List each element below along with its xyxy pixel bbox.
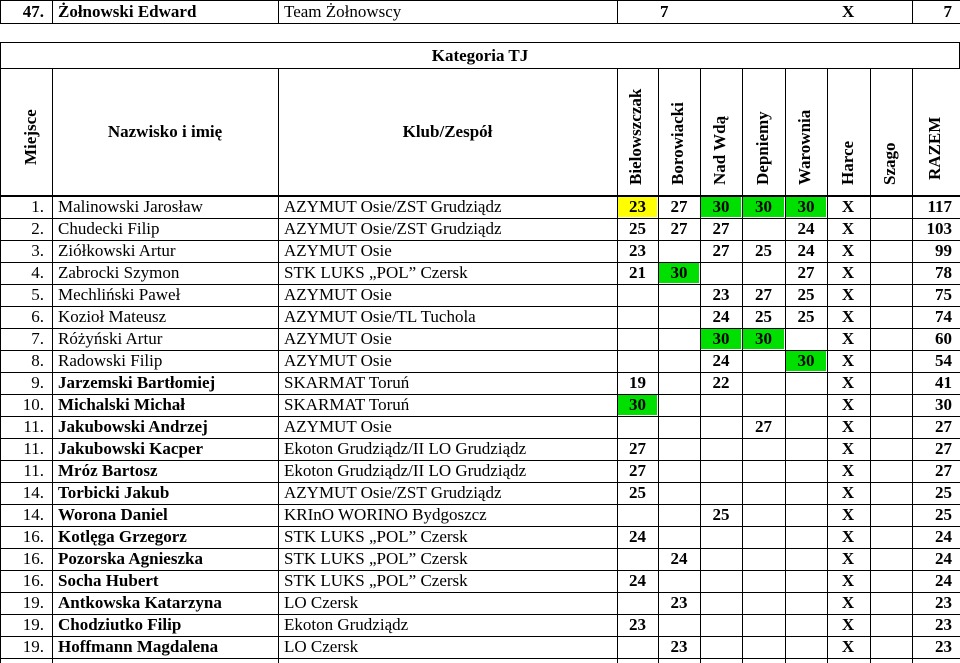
row-club: LO Czersk: [284, 637, 359, 656]
row-score-2: 24: [712, 351, 730, 370]
row-place: 19.: [22, 637, 44, 656]
top-vline-0: [0, 0, 1, 23]
row-score-1: 27: [670, 197, 688, 216]
row-place: 10.: [22, 395, 44, 414]
row-score-5: X: [841, 241, 855, 260]
row-place: 19.: [22, 593, 44, 612]
row-score-0: 30: [618, 395, 657, 415]
row-place: 11.: [23, 461, 44, 480]
header-stage-6: Szago: [880, 142, 899, 185]
row-score-5: X: [841, 351, 855, 370]
row-name: Różyński Artur: [58, 329, 163, 348]
row-score-2: 30: [701, 329, 741, 349]
row-place: 7.: [31, 329, 44, 348]
row-score-4: 24: [797, 241, 815, 260]
row-name: Worona Daniel: [58, 505, 168, 524]
row-score-2: 27: [712, 219, 730, 238]
row-score-5: X: [841, 461, 855, 480]
row-total: 60: [935, 329, 952, 348]
row-club: STK LUKS „POL” Czersk: [284, 527, 468, 546]
row-name: Mróz Bartosz: [58, 461, 158, 480]
row-score-5: X: [841, 219, 855, 238]
row-score-0: 23: [629, 615, 646, 634]
row-name: Jarzemski Bartłomiej: [58, 373, 216, 392]
row-score-5: X: [841, 483, 855, 502]
row-score-5: X: [841, 417, 855, 436]
row-score-5: X: [841, 549, 855, 568]
top-vline-4: [912, 0, 913, 23]
row-total: 23: [935, 615, 952, 634]
row-club: AZYMUT Osie/ZST Grudziądz: [284, 219, 502, 238]
row-total: 24: [935, 571, 952, 590]
row-club: AZYMUT Osie/ZST Grudziądz: [284, 483, 502, 502]
row-score-2: 30: [701, 197, 741, 217]
row-total: 117: [927, 197, 952, 216]
row-score-1: 30: [659, 263, 699, 283]
row-total: 25: [935, 505, 952, 524]
row-name: Chodziutko Filip: [58, 615, 182, 634]
header-club: Klub/Zespół: [402, 122, 493, 141]
hline-0: [0, 0, 960, 1]
row-place: 14.: [22, 505, 44, 524]
row-total: 54: [935, 351, 952, 370]
row-score-5: X: [841, 615, 855, 634]
row-total: 24: [935, 527, 952, 546]
header-stage-5: Harce: [838, 140, 857, 185]
row-club: Ekoton Grudziądz/II LO Grudziądz: [284, 439, 527, 458]
row-score-5: X: [841, 505, 855, 524]
row-score-3: 27: [755, 417, 772, 436]
row-place: 16.: [22, 527, 44, 546]
row-score-5: X: [841, 307, 855, 326]
row-score-5: X: [841, 285, 855, 304]
row-score-4: 25: [797, 285, 815, 304]
row-score-3: 30: [743, 329, 784, 349]
row-total: 41: [935, 373, 952, 392]
row-score-1: 24: [670, 549, 688, 568]
row-total: 103: [926, 219, 952, 238]
row-place: 6.: [31, 307, 44, 326]
row-score-4: 25: [797, 307, 815, 326]
hline-1: [0, 23, 960, 24]
row-name: Torbicki Jakub: [58, 483, 170, 502]
vline-1: [52, 68, 53, 663]
row-score-0: 19: [629, 373, 646, 392]
row-place: 11.: [23, 417, 44, 436]
row-place: 2.: [31, 219, 44, 238]
row-club: STK LUKS „POL” Czersk: [284, 549, 468, 568]
row-score-5: X: [841, 197, 855, 216]
vline-9: [870, 68, 871, 663]
row-score-3: 25: [755, 307, 772, 326]
row-place: 11.: [23, 439, 44, 458]
row-club: AZYMUT Osie: [284, 241, 392, 260]
row-name: Kozioł Mateusz: [58, 307, 167, 326]
row-score-3: 25: [755, 241, 772, 260]
row-name: Antkowska Katarzyna: [58, 593, 222, 612]
header-stage-2: Nad Wdą: [710, 115, 729, 185]
row-place: 14.: [22, 483, 44, 502]
top-row-name: Żołnowski Edward: [58, 2, 197, 21]
row-score-0: 25: [629, 483, 646, 502]
row-score-0: 23: [618, 197, 657, 217]
header-stage-3: Depniemy: [753, 111, 772, 185]
row-club: Ekoton Grudziądz/II LO Grudziądz: [284, 461, 527, 480]
top-vline-3: [617, 0, 618, 23]
row-score-0: 23: [629, 241, 646, 260]
row-club: AZYMUT Osie/TL Tuchola: [284, 307, 476, 326]
row-score-5: X: [841, 373, 855, 392]
row-total: 27: [935, 417, 952, 436]
row-score-1: 23: [670, 593, 688, 612]
row-total: 78: [935, 263, 952, 282]
row-score-5: X: [841, 395, 855, 414]
header-place: Miejsce: [21, 109, 40, 165]
row-place: 3.: [31, 241, 44, 260]
header-stage-0: Bielowszczak: [626, 88, 645, 185]
row-name: Jakubowski Kacper: [58, 439, 203, 458]
row-place: 5.: [31, 285, 44, 304]
row-score-0: 21: [629, 263, 646, 282]
row-score-0: 27: [629, 461, 646, 480]
row-total: 25: [935, 483, 952, 502]
row-score-5: X: [841, 263, 855, 282]
row-total: 30: [935, 395, 952, 414]
row-total: 23: [935, 637, 952, 656]
row-name: Michalski Michał: [58, 395, 186, 414]
row-club: AZYMUT Osie: [284, 417, 392, 436]
top-row-mark: X: [842, 2, 855, 21]
row-score-4: 30: [786, 351, 826, 371]
top-row-total: 7: [943, 2, 952, 21]
row-total: 99: [935, 241, 952, 260]
row-total: 27: [935, 461, 952, 480]
row-place: 19.: [22, 615, 44, 634]
row-name: Ziółkowski Artur: [58, 241, 176, 260]
row-total: 75: [935, 285, 952, 304]
hline-3: [0, 68, 960, 69]
row-club: SKARMAT Toruń: [284, 373, 410, 392]
row-club: AZYMUT Osie: [284, 285, 392, 304]
row-total: 23: [935, 593, 952, 612]
row-name: Jakubowski Andrzej: [58, 417, 208, 436]
hline-2: [0, 42, 960, 43]
row-total: 27: [935, 439, 952, 458]
row-score-2: 22: [712, 373, 730, 392]
row-place: 9.: [31, 373, 44, 392]
row-total: 24: [935, 549, 952, 568]
row-score-0: 24: [629, 571, 646, 590]
row-name: Kotlęga Grzegorz: [58, 527, 187, 546]
row-score-4: 30: [786, 197, 826, 217]
row-club: STK LUKS „POL” Czersk: [284, 571, 468, 590]
top-vline-2: [278, 0, 279, 23]
row-name: Radowski Filip: [58, 351, 163, 370]
vline-4: [658, 68, 659, 663]
row-name: Socha Hubert: [58, 571, 159, 590]
row-club: Ekoton Grudziądz: [284, 615, 409, 634]
top-row-club: Team Żołnowscy: [284, 2, 402, 21]
row-score-5: X: [841, 637, 855, 656]
row-name: Chudecki Filip: [58, 219, 160, 238]
cat-vline-l: [0, 42, 1, 68]
row-score-1: 23: [670, 637, 688, 656]
category-title: Kategoria TJ: [431, 46, 529, 65]
row-place: 1.: [31, 197, 44, 216]
row-place: 16.: [22, 549, 44, 568]
row-total: 74: [935, 307, 952, 326]
header-stage-4: Warownia: [795, 109, 814, 185]
header-stage-1: Borowiacki: [668, 102, 687, 185]
row-club: AZYMUT Osie: [284, 351, 392, 370]
row-score-0: 27: [629, 439, 646, 458]
vline-6: [742, 68, 743, 663]
header-name: Nazwisko i imię: [107, 122, 223, 141]
top-row-score: 7: [660, 2, 669, 21]
row-name: Pozorska Agnieszka: [58, 549, 203, 568]
row-score-2: 23: [712, 285, 730, 304]
row-score-1: 27: [670, 219, 688, 238]
top-vline-1: [52, 0, 53, 23]
row-score-5: X: [841, 571, 855, 590]
row-line-end: [0, 658, 960, 659]
row-club: AZYMUT Osie: [284, 329, 392, 348]
row-name: Zabrocki Szymon: [58, 263, 180, 282]
row-score-5: X: [841, 527, 855, 546]
row-score-5: X: [841, 439, 855, 458]
row-score-2: 27: [712, 241, 730, 260]
row-score-0: 25: [629, 219, 646, 238]
row-place: 8.: [31, 351, 44, 370]
top-row-place: 47.: [22, 2, 44, 21]
row-club: KRInO WORINO Bydgoszcz: [284, 505, 487, 524]
row-name: Mechliński Paweł: [58, 285, 181, 304]
row-name: Hoffmann Magdalena: [58, 637, 219, 656]
row-club: SKARMAT Toruń: [284, 395, 410, 414]
row-score-3: 30: [743, 197, 784, 217]
vline-2: [278, 68, 279, 663]
row-score-5: X: [841, 593, 855, 612]
row-place: 16.: [22, 571, 44, 590]
row-place: 4.: [31, 263, 44, 282]
row-score-5: X: [841, 329, 855, 348]
row-club: AZYMUT Osie/ZST Grudziądz: [284, 197, 502, 216]
row-score-3: 27: [755, 285, 772, 304]
row-name: Malinowski Jarosław: [58, 197, 203, 216]
row-club: LO Czersk: [284, 593, 359, 612]
row-score-2: 24: [712, 307, 730, 326]
header-total: RAZEM: [925, 116, 944, 180]
row-club: STK LUKS „POL” Czersk: [284, 263, 468, 282]
row-score-4: 24: [797, 219, 815, 238]
row-score-2: 25: [712, 505, 730, 524]
row-score-4: 27: [797, 263, 815, 282]
row-score-0: 24: [629, 527, 646, 546]
